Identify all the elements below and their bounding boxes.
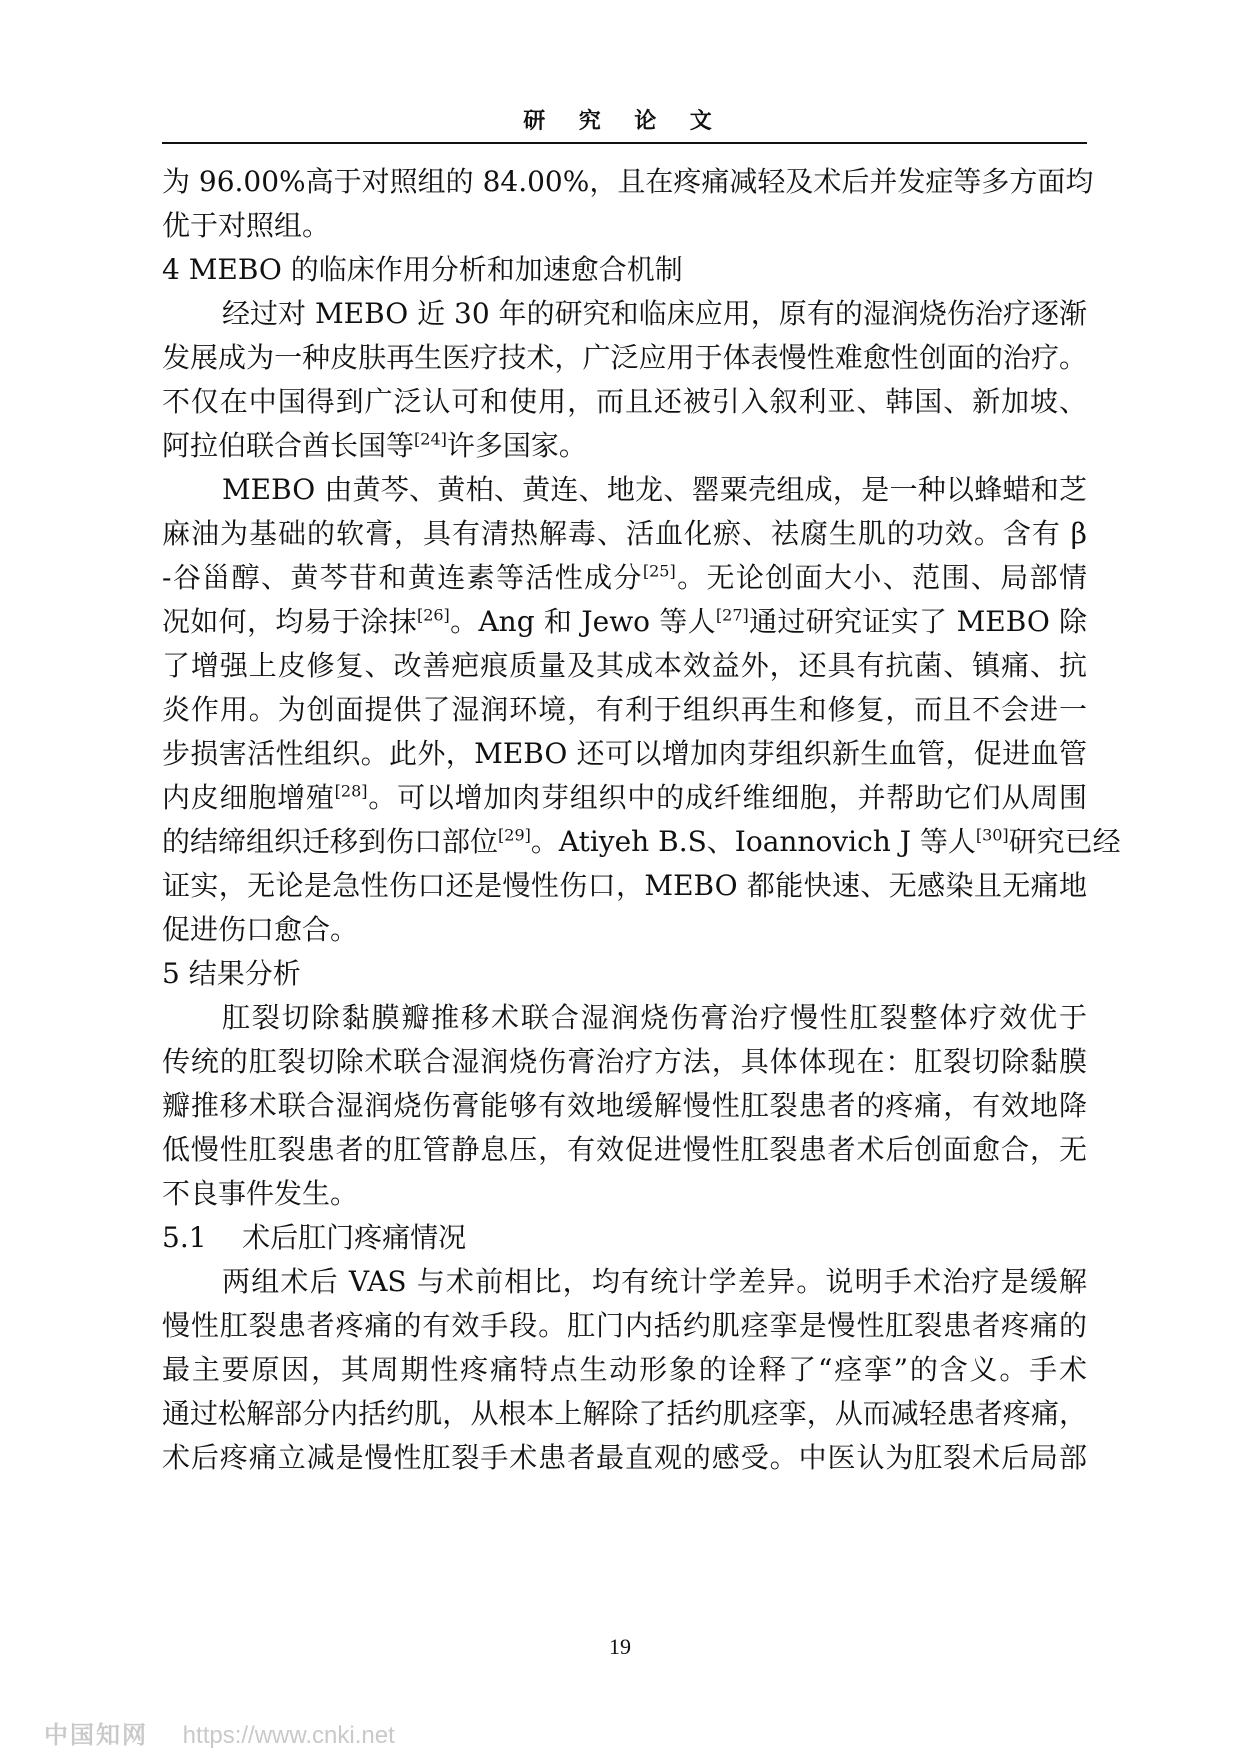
- text-line: [162, 776, 1087, 820]
- text-line: 步损害活性组织。此外，MEBO 还可以增加肉芽组织新生血管，促进血管: [162, 737, 1087, 770]
- header-rule: [162, 142, 1087, 144]
- text-line: 瓣推移术联合湿润烧伤膏能够有效地缓解慢性肛裂患者的疼痛，有效地降: [162, 1089, 1087, 1122]
- text-span: 。无论创面大小、范围、局部情: [675, 561, 1087, 594]
- text-span: 。Atiyeh B.S、Ioannovich J 等人: [530, 825, 976, 858]
- text-line: 麻油为基础的软膏，具有清热解毒、活血化瘀、祛腐生肌的功效。含有 β: [162, 517, 1087, 550]
- page-number: 19: [609, 1634, 631, 1659]
- text-line: 经过对 MEBO 近 30 年的研究和临床应用，原有的湿润烧伤治疗逐渐: [222, 297, 1087, 330]
- text-line: 肛裂切除黏膜瓣推移术联合湿润烧伤膏治疗慢性肛裂整体疗效优于: [222, 1001, 1087, 1034]
- text-line: 不良事件发生。: [162, 1177, 359, 1210]
- text-span: 的结缔组织迁移到伤口部位: [162, 825, 499, 858]
- citation-ref: [29]: [498, 825, 531, 845]
- citation-ref: [27]: [715, 605, 749, 625]
- text-line: MEBO 由黄芩、黄柏、黄连、地龙、罂粟壳组成，是一种以蜂蜡和芝: [222, 473, 1087, 506]
- text-line: 慢性肛裂患者疼痛的有效手段。肛门内括约肌痉挛是慢性肛裂患者疼痛的: [162, 1309, 1087, 1342]
- text-span: 。可以增加肉芽组织中的成纤维细胞，并帮助它们从周围: [367, 781, 1087, 814]
- running-header: 研 究 论 文: [523, 108, 726, 133]
- citation-ref: [25]: [642, 561, 676, 581]
- text-line: 证实，无论是急性伤口还是慢性伤口，MEBO 都能快速、无感染且无痛地: [162, 869, 1087, 902]
- citation-ref: [30]: [975, 825, 1009, 845]
- citation-ref: [24]: [414, 429, 447, 449]
- text-line: [162, 600, 1087, 644]
- text-line: 术后疼痛立减是慢性肛裂手术患者最直观的感受。中医认为肛裂术后局部: [162, 1441, 1087, 1474]
- text-line: 通过松解部分内括约肌，从根本上解除了括约肌痉挛，从而减轻患者疼痛，: [162, 1397, 1087, 1430]
- citation-ref: [28]: [334, 781, 368, 801]
- text-line: 炎作用。为创面提供了湿润环境，有利于组织再生和修复，而且不会进一: [162, 693, 1087, 726]
- text-span: 研究已经: [1008, 825, 1121, 858]
- citation-ref: [26]: [416, 605, 450, 625]
- body-text: [162, 160, 1121, 1480]
- section-heading-5: 5 结果分析: [162, 957, 301, 990]
- text-line: 低慢性肛裂患者的肛管静息压，有效促进慢性肛裂患者术后创面愈合，无: [162, 1133, 1087, 1166]
- text-line: 传统的肛裂切除术联合湿润烧伤膏治疗方法，具体体现在：肛裂切除黏膜: [162, 1045, 1087, 1078]
- text-span: 况如何，均易于涂抹: [162, 605, 417, 638]
- text-span: 通过研究证实了 MEBO 除: [748, 605, 1087, 638]
- cnki-watermark: [44, 1715, 395, 1750]
- text-span: 阿拉伯联合酋长国等: [162, 429, 415, 462]
- text-line: 最主要原因，其周期性疼痛特点生动形象的诠释了“痉挛”的含义。手术: [162, 1353, 1087, 1386]
- text-line: [162, 424, 1087, 468]
- text-span: 内皮细胞增殖: [162, 781, 335, 814]
- text-line: [162, 556, 1087, 600]
- text-span: 。Ang 和 Jewo 等人: [449, 605, 716, 638]
- text-line: [162, 820, 1121, 864]
- text-line: 不仅在中国得到广泛认可和使用，而且还被引入叙利亚、韩国、新加坡、: [162, 385, 1087, 418]
- text-span: -谷甾醇、黄芩苷和黄连素等活性成分: [162, 561, 643, 594]
- section-heading-5-1: 5.1 术后肛门疼痛情况: [162, 1221, 467, 1254]
- text-line: 为 96.00%高于对照组的 84.00%，且在疼痛减轻及术后并发症等多方面均: [162, 165, 1094, 198]
- text-line: 优于对照组。: [162, 209, 331, 242]
- text-line: 了增强上皮修复、改善疤痕质量及其成本效益外，还具有抗菌、镇痛、抗: [162, 649, 1087, 682]
- text-line: 发展成为一种皮肤再生医疗技术，广泛应用于体表慢性难愈性创面的治疗。: [162, 341, 1087, 374]
- cnki-logo: 中国知网: [44, 1722, 148, 1749]
- text-span: 许多国家。: [446, 429, 587, 462]
- section-heading-4: 4 MEBO 的临床作用分析和加速愈合机制: [162, 253, 683, 286]
- cnki-url[interactable]: https://www.cnki.net: [182, 1722, 395, 1749]
- text-line: 两组术后 VAS 与术前相比，均有统计学差异。说明手术治疗是缓解: [222, 1265, 1087, 1298]
- text-line: 促进伤口愈合。: [162, 913, 359, 946]
